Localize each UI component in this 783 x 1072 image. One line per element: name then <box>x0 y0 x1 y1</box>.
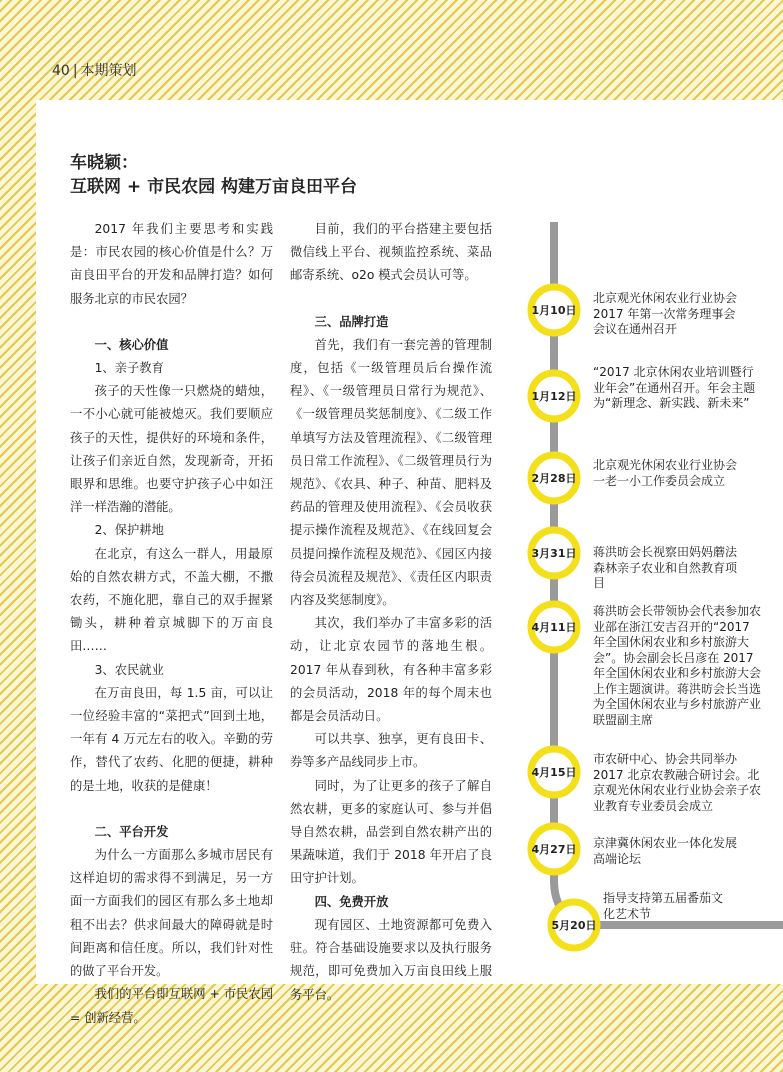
paragraph: 2017 年我们主要思考和实践是：市民农园的核心价值是什么？万亩良田平台的开发和品牌打造？如何服务北京的市民农园？ <box>70 222 273 306</box>
paragraph: 3、农民就业 <box>94 662 164 677</box>
timeline-marker <box>531 373 577 419</box>
timeline-marker <box>531 287 577 333</box>
paragraph: 在北京，有这么一群人，用最原始的自然农耕方式，不盖大棚，不撒农药，不施化肥，靠自己的双手握紧锄头，耕种着京城脚下的万亩良田…… <box>70 546 273 654</box>
timeline-event-text: 指导支持第五届番茄文化艺术节 <box>603 891 724 921</box>
paragraph: 可以共享、独享，更有良田卡、券等多产品线同步上市。 <box>290 732 492 770</box>
paragraph: 我们的平台即互联网 + 市民农园 = 创新经营。 <box>70 987 273 1025</box>
timeline-event-text: 蒋洪昉会长视察田妈妈蘑法森林亲子农业和自然教育项目 <box>593 545 738 590</box>
timeline-date: 1月12日 <box>531 390 577 403</box>
header-separator: | <box>72 63 78 79</box>
title-line-1: 车晓颖： <box>70 153 138 173</box>
section-heading: 二、平台开发 <box>94 824 169 839</box>
paragraph: 孩子的天性像一只燃烧的蜡烛，一不小心就可能被熄灭。我们要顺应孩子的天性，提供好的环境和条件，让孩子们亲近自然，发现新奇，开拓眼界和思维。也要守护孩子心中如汪洋一样浩瀚的潜能。 <box>70 384 273 515</box>
timeline-event-text: 北京观光休闲农业行业协会一老一小工作委员会成立 <box>593 458 738 488</box>
paragraph: 同时，为了让更多的孩子了解自然农耕，更多的家庭认可、参与并倡导自然农耕，品尝到自然农耕产出的果蔬味道，我们于 2018 年开启了良田守护计划。 <box>290 778 492 886</box>
section-heading: 三、品牌打造 <box>314 314 389 329</box>
paragraph: 首先，我们有一套完善的管理制度，包括《一级管理员后台操作流程》、《一级管理员日常行为规范》、《一级管理员奖惩制度》、《二级工作单填写方法及管理流程》、《二级管理员日常工作流程》、《二级管理员行为规范》、《农具、种子、种苗、肥料及药品的管理及使用流程》、《会员收获提示操作流程及规范》、《在线回复会员提问操作流程及规范》、《园区内接待会员流程及规范》、《责任区内职责内容及奖惩制度》。 <box>290 337 492 608</box>
section-name: 本期策划 <box>80 63 137 79</box>
section-heading: 四、免费开放 <box>314 894 389 909</box>
timeline-date: 4月15日 <box>531 766 577 779</box>
paragraph: 在万亩良田，每 1.5 亩，可以让一位经验丰富的“菜把式”回到土地，一年有 4 万元左右的收入。辛勤的劳作，替代了农药、化肥的便捷，耕种的是土地，收获的是健康！ <box>70 685 273 793</box>
timeline-date: 4月27日 <box>531 843 577 856</box>
timeline-marker <box>531 604 577 650</box>
paragraph: 为什么一方面那么多城市居民有这样迫切的需求得不到满足，另一方面一方面我们的园区有那么多土地却租不出去？供求间最大的障碍就是时间距离和信任度。所以，我们针对性的做了平台开发。 <box>70 848 273 979</box>
paragraph: 目前，我们的平台搭建主要包括微信线上平台、视频监控系统、菜品邮寄系统、o2o 模式会员认可等。 <box>290 222 492 283</box>
timeline-date: 5月20日 <box>551 919 597 932</box>
paragraph: 现有园区、土地资源都可免费入驻。符合基础设施要求以及执行服务规范，即可免费加入万亩良田线上服务平台。 <box>290 917 492 1002</box>
paragraph: 2、保护耕地 <box>94 523 164 538</box>
timeline-date: 3月31日 <box>531 547 577 560</box>
timeline-event-text: “2017 北京休闲农业培训暨行业年会”在通州召开。年会主题为“新理念、新实践、新未来” <box>593 365 756 410</box>
timeline-date: 2月28日 <box>531 472 577 485</box>
timeline-marker <box>531 530 577 576</box>
section-heading: 一、核心价值 <box>94 337 169 352</box>
timeline-marker <box>551 902 597 948</box>
timeline-marker <box>531 749 577 795</box>
timeline-marker <box>531 455 577 501</box>
title-line-2: 互联网 + 市民农园 构建万亩良田平台 <box>70 177 357 197</box>
timeline-event-text: 蒋洪昉会长带领协会代表参加农业部在浙江安吉召开的“2017 年全国休闲农业和乡村旅游大会”。协会副会长吕彦在 2017 年全国休闲农业和乡村旅游大会上作主题演讲。蒋洪昉会长当选为全国休闲农业与乡村旅游产业联盟副主席 <box>593 604 762 727</box>
paragraph: 1、亲子教育 <box>94 361 164 376</box>
timeline-event-text: 京津冀休闲农业一体化发展高端论坛 <box>593 836 738 866</box>
timeline-date: 4月11日 <box>531 621 577 634</box>
timeline-marker <box>531 826 577 872</box>
page-number: 40 <box>52 63 70 79</box>
timeline-event-text: 北京观光休闲农业行业协会 2017 年第一次常务理事会会议在通州召开 <box>593 291 738 336</box>
paragraph: 其次，我们举办了丰富多彩的活动，让北京农园节的落地生根。2017 年从春到秋，有各种丰富多彩的会员活动，2018 年的每个周末也都是会员活动日。 <box>290 616 492 724</box>
timeline-event-text: 市农研中心、协会共同举办 2017 北京农教融合研讨会。北京观光休闲农业行业协会亲子农业教育专业委员会成立 <box>593 752 762 813</box>
timeline-date: 1月10日 <box>531 304 577 317</box>
